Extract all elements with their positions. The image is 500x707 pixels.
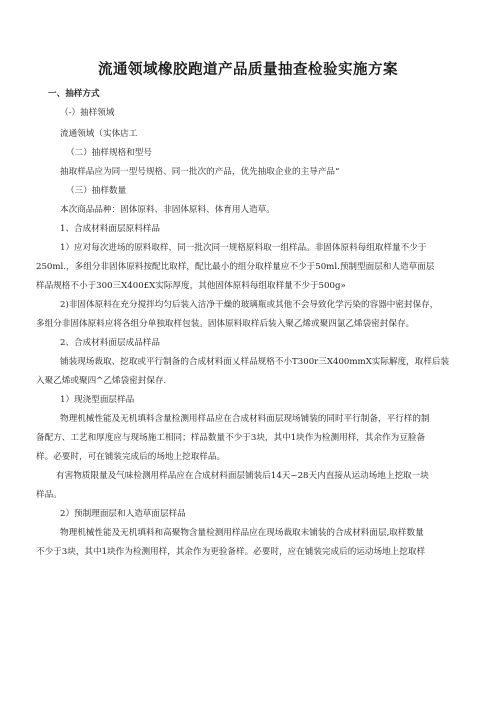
paragraph-raw-material-1-line3: 样品规格不小于300三X400£X实际厚度，其他固体原料每组取样量不少于500g»	[36, 281, 346, 291]
paragraph-prefab-line1: 物理机械性能及无机填料和高聚物含量检测用样品应在现场裁取未铺装的合成材料面层,取样数量	[60, 528, 424, 538]
paragraph-raw-material-1-line1: 1）应对每次进场的原料取样，同一批次同一规格原料取一组样品。非固体原料每组取样量不少于	[60, 243, 427, 253]
paragraph-spec-model: 抽取样品应为同一型号规格、同一批次的产品，优先抽取企业的主导产品“	[60, 167, 340, 177]
paragraph-cast-line1: 物理机械性能及无机填料含量检测用样品应在合成材料面层现场铺装的同时平行制备，平行样的制	[60, 414, 430, 424]
paragraph-prefab-line2: 不少于3块，其中1块作为检测用样，其余作为更验备样。必要时，应在铺装完成后的运动场地上挖取样	[36, 547, 426, 557]
paragraph-harmful-line2: 样品。	[36, 490, 62, 500]
heading-cast-in-place-samples: 1）现浇型面层样品	[60, 395, 135, 405]
paragraph-sampling-field: 流通领域（实体店工	[60, 129, 138, 139]
subheading-spec-model: （二）抽样规格和型号	[66, 148, 152, 158]
paragraph-product-types: 本次商品品种：固体原料、非固体原料、体育用人造草。	[60, 205, 275, 215]
heading-prefab-samples: 2）预制理面层和人造草面层样品	[60, 509, 186, 519]
heading-finished-samples: 2、合成材料面层成品样品	[60, 338, 160, 348]
section-heading-sampling-method: 一、抽样方式	[48, 89, 100, 99]
paragraph-raw-material-2-line1: 2)非固体原料在充分搅拌均匀后装入洁净干燥的玻璃瓶或其他不会导致化学污染的容器中密封保存，	[60, 300, 439, 310]
paragraph-cast-line2: 备配方、工艺和厚度应与现场施工相同；样品数量不少于3块，其中1块作为检测用样，其余作为豆脸备	[36, 433, 426, 443]
paragraph-raw-material-2-line2: 多组分非固体原料应将各组分单独取样包装。固体原料取样后装入聚乙烯或聚四氯乙烯袋密封保存。	[36, 319, 415, 329]
paragraph-raw-material-1-line2: 250ml.，多组分非固体原料按配比取样，配比最小的组分取样量应不少于50ml.预制型面层和人造草面层	[36, 262, 435, 272]
heading-raw-material-samples: 1、合成材料面层原料样品	[60, 224, 160, 234]
paragraph-harmful-line1: 有害物质限量及气味检测用样品应在合成材料面层铺装后14天~28天内直接从运动场地上挖取一块	[56, 471, 429, 481]
paragraph-finished-line2: 入聚乙烯或聚四^乙烯袋密封保存.	[36, 376, 167, 386]
subheading-sampling-field: （-）抽样领域	[60, 108, 115, 118]
paragraph-finished-line1: 铺装现场裁取、挖取或平行制备的合成材料面乂样品规格不小T300r三X400mmX实际解度，取样后装	[60, 357, 450, 367]
paragraph-cast-line3: 样。必要时，可在铺装完成后的场地上挖取样品。	[36, 452, 226, 462]
document-title: 流通领域橡胶跑道产品质量抽查检验实施方案	[98, 61, 398, 78]
subheading-sample-quantity: （三）抽样数量	[66, 186, 127, 196]
